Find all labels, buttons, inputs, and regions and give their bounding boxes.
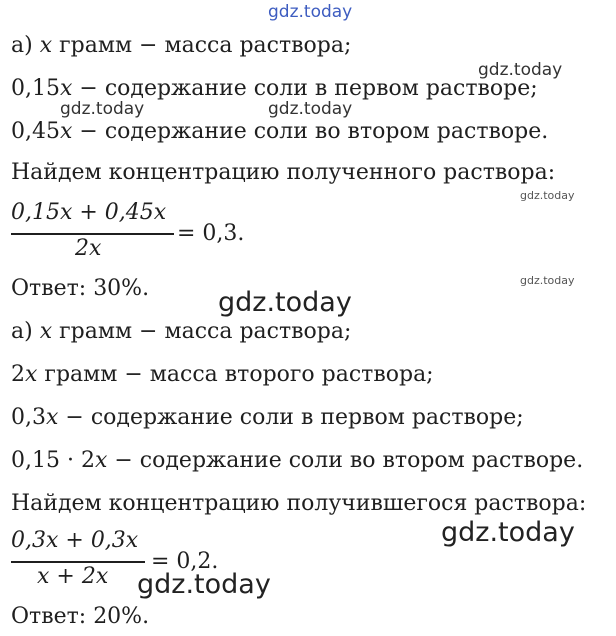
solution-a-line-1: а) x грамм − масса раствора; bbox=[11, 33, 352, 58]
fraction-numerator: 0,15x + 0,45x bbox=[11, 200, 167, 225]
watermark-left-1: gdz.today bbox=[60, 99, 145, 119]
solution-b-line-3: 0,3x − содержание соли в первом растворе; bbox=[11, 405, 524, 430]
solution-b-line-5: Найдем концентрацию получившегося раствора: bbox=[11, 491, 587, 516]
watermark-small-2: gdz.today bbox=[520, 274, 575, 287]
solution-b-fraction bbox=[11, 528, 271, 596]
watermark-center-1: gdz.today bbox=[268, 99, 353, 119]
solution-b-line-1: а) x грамм − масса раствора; bbox=[11, 319, 352, 344]
solution-b-line-4: 0,15 · 2x − содержание соли во втором растворе. bbox=[11, 448, 584, 473]
fraction-denominator: x + 2x bbox=[37, 564, 109, 589]
watermark-big-2: gdz.today bbox=[441, 517, 575, 548]
solution-a-line-2: 0,15x − содержание соли в первом растворе; bbox=[11, 76, 538, 101]
fraction-result: = 0,2. bbox=[151, 549, 219, 574]
watermark-top: gdz.today bbox=[268, 2, 353, 22]
solution-a-answer: Ответ: 30%. bbox=[11, 276, 150, 301]
fraction-numerator: 0,3x + 0,3x bbox=[11, 528, 139, 553]
watermark-small-1: gdz.today bbox=[520, 189, 575, 202]
watermark-big-1: gdz.today bbox=[218, 287, 352, 318]
watermark-right-1: gdz.today bbox=[478, 60, 563, 80]
fraction-denominator: 2x bbox=[75, 236, 102, 261]
fraction-result: = 0,3. bbox=[177, 221, 245, 246]
solution-b-answer: Ответ: 20%. bbox=[11, 604, 150, 629]
watermark-big-3: gdz.today bbox=[137, 569, 271, 600]
fraction-bar bbox=[11, 561, 145, 563]
solution-b-line-2: 2x грамм − масса второго раствора; bbox=[11, 362, 434, 387]
solution-a-line-4: Найдем концентрацию полученного раствора: bbox=[11, 160, 556, 185]
solution-a-line-3: 0,45x − содержание соли во втором растворе. bbox=[11, 119, 549, 144]
fraction-bar bbox=[11, 233, 174, 235]
solution-a-fraction bbox=[11, 200, 271, 268]
